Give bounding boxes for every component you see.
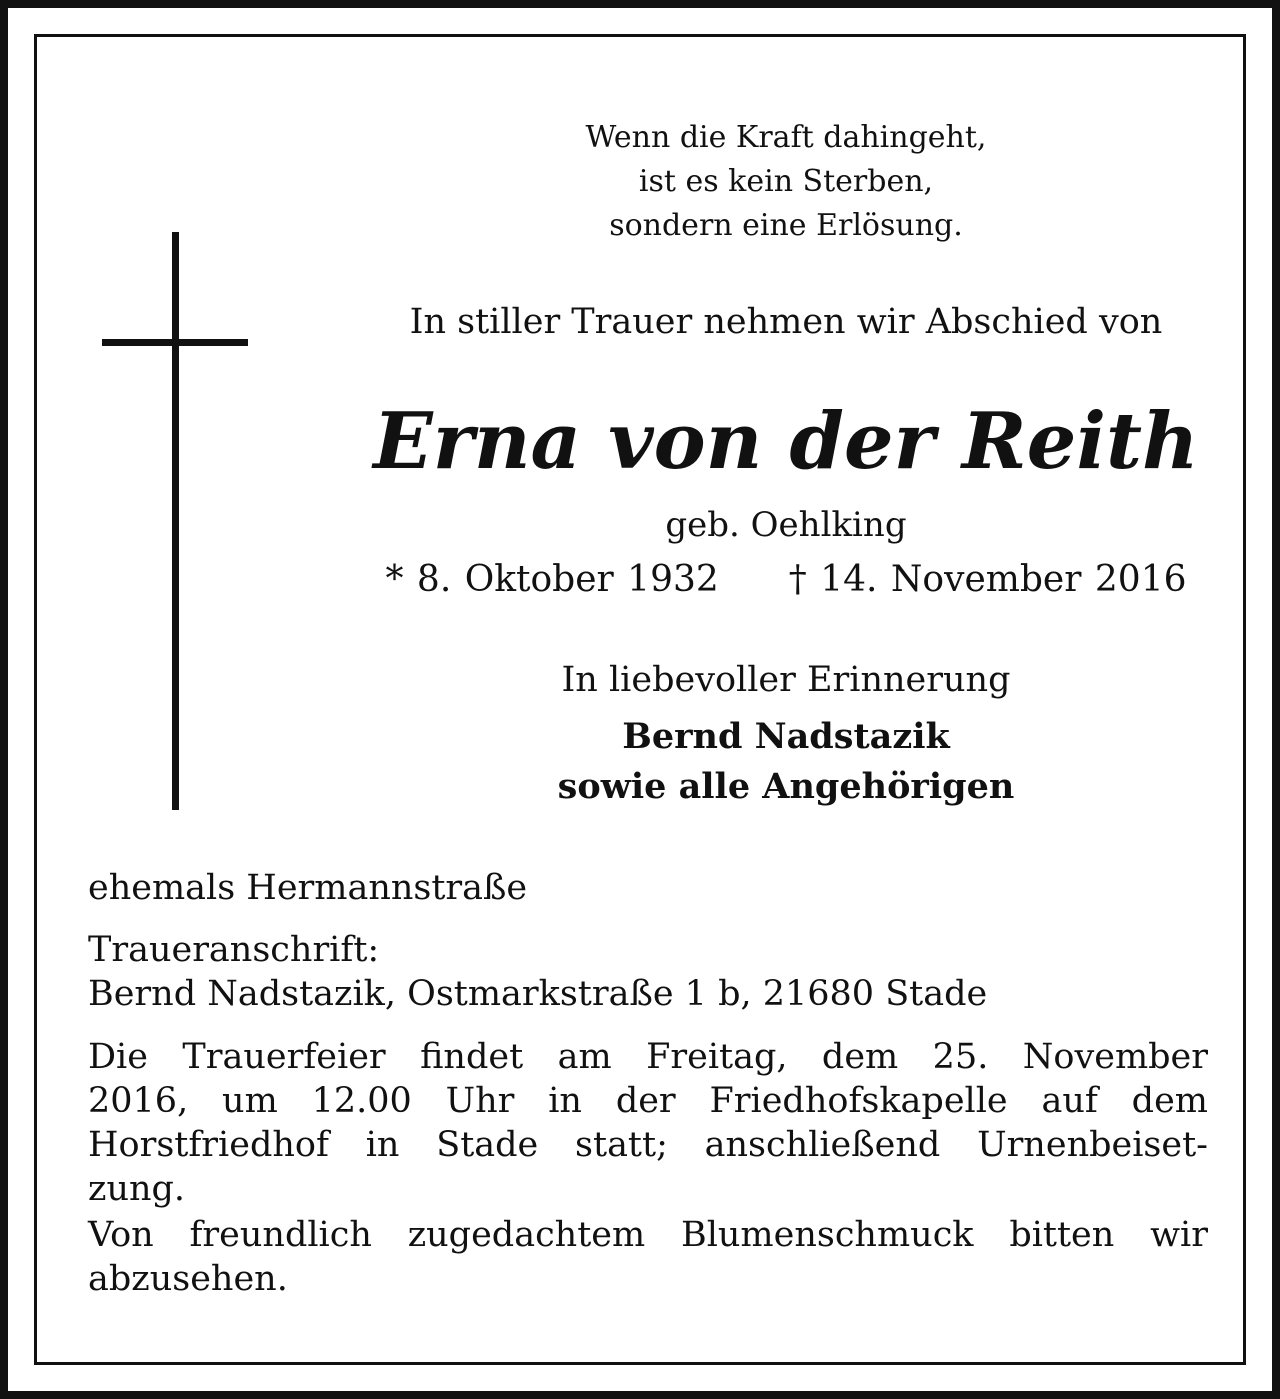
flowers-request [88, 1213, 1208, 1301]
flowers-line: abzusehen. [88, 1259, 288, 1299]
birth-date: * 8. Oktober 1932 [385, 559, 719, 600]
motto [348, 116, 1224, 248]
mourning-address-label: Traueranschrift: [88, 930, 380, 970]
signer-name: Bernd Nadstazik [622, 716, 950, 757]
mourning-address-value: Bernd Nadstazik, Ostmarkstraße 1 b, 21680 Stade [88, 974, 988, 1014]
flowers-line: Von freundlich zugedachtem Blumenschmuck bitten wir [88, 1215, 1208, 1255]
ceremony-line: Die Trauerfeier findet am Freitag, dem 25. November [88, 1037, 1208, 1077]
signer-family: sowie alle Angehörigen [557, 766, 1015, 807]
signers [348, 712, 1224, 812]
cross-vertical-bar [172, 232, 179, 810]
intro-text: In stiller Trauer nehmen wir Abschied von [409, 302, 1163, 342]
motto-line: Wenn die Kraft dahingeht, [585, 120, 987, 155]
motto-line: sondern eine Erlösung. [609, 208, 963, 243]
cross-horizontal-bar [102, 339, 248, 346]
ceremony-info [88, 1035, 1208, 1211]
former-address: ehemals Hermannstraße [88, 868, 528, 908]
birth-name: geb. Oehlking [665, 505, 907, 545]
death-date: † 14. November 2016 [788, 559, 1187, 600]
ceremony-line: zung. [88, 1169, 186, 1209]
ceremony-line: Horstfriedhof in Stade statt; anschließend Urnenbeiset- [88, 1125, 1208, 1165]
motto-line: ist es kein Sterben, [638, 164, 934, 199]
ceremony-line: 2016, um 12.00 Uhr in der Friedhofskapelle auf dem [88, 1081, 1208, 1121]
life-dates [348, 556, 1224, 604]
memory-heading: In liebevoller Erinnerung [561, 660, 1011, 700]
mourning-address [88, 928, 1208, 1016]
deceased-name: Erna von der Reith [373, 396, 1199, 487]
